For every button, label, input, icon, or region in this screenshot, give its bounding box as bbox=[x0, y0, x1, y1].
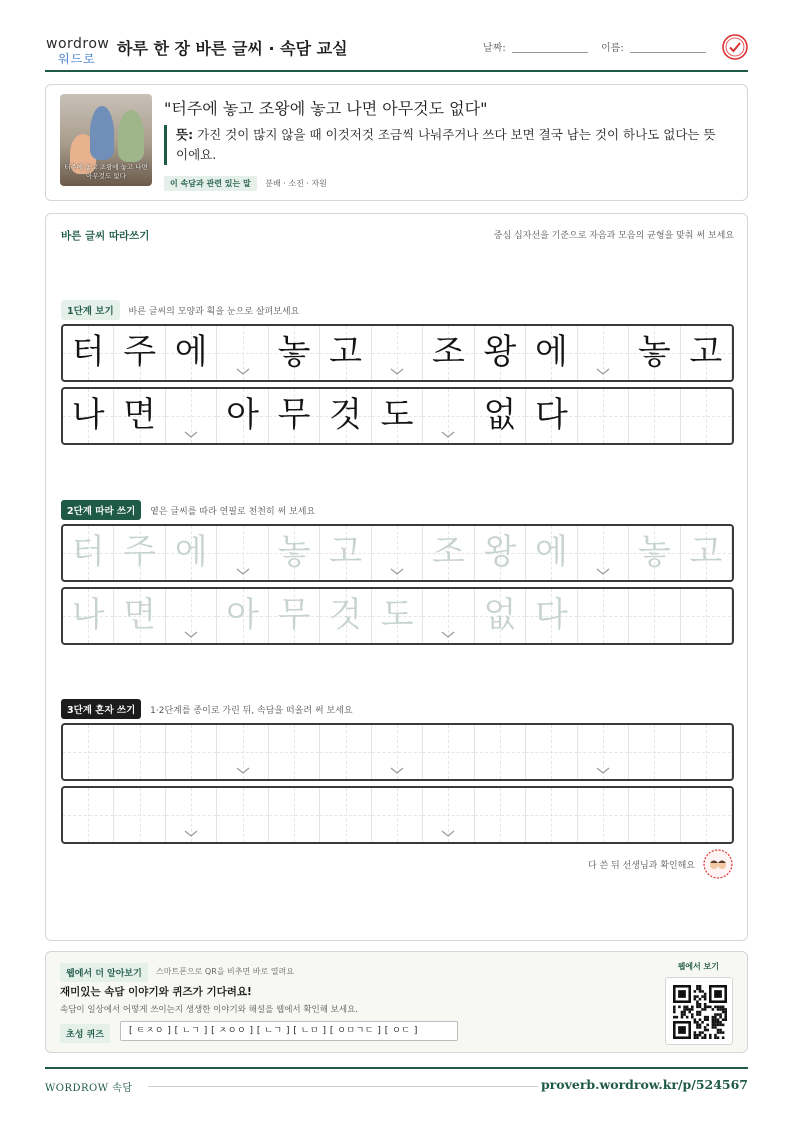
grid-cell[interactable] bbox=[114, 589, 165, 643]
grid-cell[interactable] bbox=[526, 589, 577, 643]
grid-cell[interactable] bbox=[475, 788, 526, 842]
grid-character: 나 bbox=[71, 595, 105, 635]
grid-cell bbox=[372, 326, 423, 380]
grid-character: 고 bbox=[329, 532, 362, 572]
grid-cell[interactable] bbox=[629, 788, 680, 842]
space-mark-icon bbox=[596, 767, 610, 775]
name-label: 이름: bbox=[601, 43, 624, 54]
stage3-row-1[interactable] bbox=[61, 723, 734, 781]
grid-cell bbox=[578, 326, 629, 380]
grid-character: 도 bbox=[380, 395, 414, 435]
grid-cell[interactable] bbox=[629, 725, 680, 779]
space-mark-icon bbox=[236, 368, 250, 376]
grid-cell bbox=[681, 389, 732, 443]
quiz-label: 초성 퀴즈 bbox=[60, 1024, 110, 1043]
practice-card bbox=[45, 213, 748, 941]
related-words bbox=[164, 176, 327, 191]
grid-cell bbox=[114, 389, 165, 443]
grid-cell[interactable] bbox=[629, 526, 680, 580]
qr-code[interactable] bbox=[665, 977, 733, 1045]
grid-cell[interactable] bbox=[320, 526, 371, 580]
proverb-card bbox=[45, 84, 748, 201]
grid-cell bbox=[423, 326, 474, 380]
grid-cell[interactable] bbox=[372, 725, 423, 779]
stage1-row-2 bbox=[61, 387, 734, 445]
grid-character: 나 bbox=[71, 395, 105, 435]
grid-character: 다 bbox=[534, 395, 568, 435]
stage1-desc: 바른 글씨의 모양과 획을 눈으로 살펴보세요 bbox=[128, 307, 300, 317]
grid-character: 주 bbox=[123, 332, 157, 372]
grid-cell[interactable] bbox=[63, 725, 114, 779]
grid-cell[interactable] bbox=[166, 526, 217, 580]
grid-cell[interactable] bbox=[475, 526, 526, 580]
stage1-row-1 bbox=[61, 324, 734, 382]
stage3-desc: 1·2단계를 종이로 가린 뒤, 속담을 떠올려 써 보세요 bbox=[150, 706, 353, 716]
proverb-meaning bbox=[164, 125, 724, 165]
grid-cell[interactable] bbox=[578, 589, 629, 643]
stage2-header bbox=[61, 500, 315, 520]
grid-cell bbox=[475, 326, 526, 380]
space-mark-icon bbox=[596, 368, 610, 376]
grid-character: 도 bbox=[380, 595, 414, 635]
space-mark-icon bbox=[184, 830, 198, 838]
grid-cell[interactable] bbox=[372, 526, 423, 580]
grid-character: 에 bbox=[174, 332, 208, 372]
grid-character: 무 bbox=[277, 595, 311, 635]
stage3-label: 3단계 혼자 쓰기 bbox=[61, 699, 141, 719]
proverb-title: "터주에 놓고 조왕에 놓고 나면 아무것도 없다" bbox=[164, 99, 488, 118]
stage2-row-1[interactable] bbox=[61, 524, 734, 582]
grid-cell bbox=[166, 389, 217, 443]
grid-cell[interactable] bbox=[166, 589, 217, 643]
grid-cell[interactable] bbox=[63, 526, 114, 580]
grid-cell[interactable] bbox=[63, 788, 114, 842]
grid-cell bbox=[578, 389, 629, 443]
grid-character: 조 bbox=[432, 332, 465, 372]
grid-cell[interactable] bbox=[166, 725, 217, 779]
grid-character: 고 bbox=[689, 332, 723, 372]
grid-cell[interactable] bbox=[423, 526, 474, 580]
grid-character: 고 bbox=[329, 332, 362, 372]
stage1-header bbox=[61, 300, 299, 320]
grid-character: 면 bbox=[123, 595, 157, 635]
space-mark-icon bbox=[236, 568, 250, 576]
grid-cell[interactable] bbox=[475, 725, 526, 779]
grid-cell[interactable] bbox=[578, 526, 629, 580]
grid-character: 터 bbox=[71, 332, 105, 372]
grid-cell[interactable] bbox=[681, 589, 732, 643]
stage3-row-2[interactable] bbox=[61, 786, 734, 844]
grid-cell bbox=[269, 326, 320, 380]
practice-title: 바른 글씨 따라쓰기 bbox=[61, 230, 150, 242]
web-qr-hint: 스마트폰으로 QR을 비추면 바로 열려요 bbox=[156, 967, 294, 976]
grid-cell bbox=[269, 389, 320, 443]
related-word-list: 분배 · 소진 · 자원 bbox=[265, 179, 327, 188]
grid-character: 조 bbox=[432, 532, 465, 572]
grid-cell[interactable] bbox=[320, 589, 371, 643]
grid-cell[interactable] bbox=[114, 526, 165, 580]
web-more-tag[interactable]: 웹에서 더 알아보기 bbox=[60, 963, 148, 982]
grid-cell[interactable] bbox=[526, 526, 577, 580]
grid-cell[interactable] bbox=[269, 725, 320, 779]
grid-character: 다 bbox=[534, 595, 568, 635]
grid-cell bbox=[526, 326, 577, 380]
grid-character: 에 bbox=[534, 332, 568, 372]
grid-cell[interactable] bbox=[526, 725, 577, 779]
grid-cell[interactable] bbox=[423, 589, 474, 643]
grid-cell bbox=[629, 326, 680, 380]
space-mark-icon bbox=[441, 431, 455, 439]
stage2-row-2[interactable] bbox=[61, 587, 734, 645]
grid-character: 없 bbox=[483, 395, 517, 435]
grid-character: 놓 bbox=[637, 332, 671, 372]
date-field[interactable] bbox=[512, 52, 588, 53]
check-stamp-icon bbox=[721, 33, 749, 61]
related-label: 이 속담과 관련 있는 말 bbox=[164, 176, 257, 191]
grid-character: 놓 bbox=[277, 332, 311, 372]
grid-cell bbox=[475, 389, 526, 443]
grid-cell[interactable] bbox=[578, 725, 629, 779]
grid-character: 왕 bbox=[483, 532, 517, 572]
grid-cell bbox=[166, 326, 217, 380]
grid-cell[interactable] bbox=[217, 725, 268, 779]
space-mark-icon bbox=[596, 568, 610, 576]
grid-cell[interactable] bbox=[681, 526, 732, 580]
meaning-text: 가진 것이 많지 않을 때 이것저것 조금씩 나눠주거나 쓰다 보면 결국 남는 것이 하나도 없다는 뜻이에요. bbox=[176, 127, 716, 162]
grid-character: 고 bbox=[689, 532, 723, 572]
space-mark-icon bbox=[390, 368, 404, 376]
stage2-label: 2단계 따라 쓰기 bbox=[61, 500, 141, 520]
qr-code-icon bbox=[673, 985, 727, 1039]
grid-cell[interactable] bbox=[114, 788, 165, 842]
grid-cell[interactable] bbox=[63, 589, 114, 643]
space-mark-icon bbox=[236, 767, 250, 775]
grid-cell[interactable] bbox=[217, 788, 268, 842]
grid-cell bbox=[217, 389, 268, 443]
grid-character: 터 bbox=[71, 532, 105, 572]
qr-label: 웹에서 보기 bbox=[677, 962, 719, 971]
grid-cell bbox=[526, 389, 577, 443]
grid-character: 무 bbox=[277, 395, 311, 435]
stage3-header bbox=[61, 699, 353, 719]
grid-cell[interactable] bbox=[578, 788, 629, 842]
web-headline: 재미있는 속담 이야기와 퀴즈가 기다려요! bbox=[60, 986, 252, 998]
grid-cell[interactable] bbox=[372, 589, 423, 643]
proverb-illustration bbox=[60, 94, 152, 186]
grid-cell[interactable] bbox=[166, 788, 217, 842]
grid-cell bbox=[629, 389, 680, 443]
stage2-desc: 옅은 글씨를 따라 연필로 천천히 써 보세요 bbox=[150, 507, 316, 517]
grid-cell bbox=[423, 389, 474, 443]
teacher-stamp-icon bbox=[702, 848, 734, 880]
grid-cell[interactable] bbox=[217, 589, 268, 643]
site-title: 하루 한 장 바른 글씨 · 속담 교실 bbox=[117, 39, 348, 58]
grid-cell bbox=[681, 326, 732, 380]
footer-url-link[interactable]: proverb.wordrow.kr/p/524567 bbox=[540, 1077, 748, 1092]
practice-hint: 중심 십자선을 기준으로 자음과 모음의 균형을 맞춰 써 보세요 bbox=[493, 231, 734, 241]
grid-character: 아 bbox=[226, 395, 260, 435]
web-info-card bbox=[45, 951, 748, 1053]
grid-character: 없 bbox=[483, 595, 517, 635]
grid-cell[interactable] bbox=[217, 526, 268, 580]
grid-cell[interactable] bbox=[269, 526, 320, 580]
grid-cell bbox=[320, 326, 371, 380]
grid-character: 놓 bbox=[637, 532, 671, 572]
grid-cell bbox=[63, 389, 114, 443]
grid-cell bbox=[217, 326, 268, 380]
web-description: 속담이 일상에서 어떻게 쓰이는지 생생한 이야기와 해설을 웹에서 확인해 보세요. bbox=[60, 1005, 358, 1015]
grid-cell[interactable] bbox=[423, 725, 474, 779]
grid-cell[interactable] bbox=[269, 788, 320, 842]
grid-cell bbox=[63, 326, 114, 380]
grid-cell[interactable] bbox=[269, 589, 320, 643]
grid-cell bbox=[372, 389, 423, 443]
footer-divider bbox=[148, 1086, 538, 1087]
grid-cell bbox=[320, 389, 371, 443]
grid-cell[interactable] bbox=[114, 725, 165, 779]
grid-character: 아 bbox=[226, 595, 260, 635]
grid-character: 주 bbox=[123, 532, 157, 572]
footer-brand: WORDROW 속담 bbox=[45, 1083, 133, 1094]
space-mark-icon bbox=[184, 631, 198, 639]
grid-character: 에 bbox=[534, 532, 568, 572]
logo-subtext: 워드로 bbox=[58, 52, 96, 66]
space-mark-icon bbox=[441, 830, 455, 838]
grid-character: 것 bbox=[329, 395, 362, 435]
grid-character: 왕 bbox=[483, 332, 517, 372]
grid-character: 면 bbox=[123, 395, 157, 435]
wordrow-logo[interactable] bbox=[46, 34, 110, 66]
grid-cell bbox=[114, 326, 165, 380]
stage1-label: 1단계 보기 bbox=[61, 300, 120, 320]
grid-cell[interactable] bbox=[629, 589, 680, 643]
page-header bbox=[45, 28, 748, 72]
illustration-caption: 터주에 놓고 조왕에 놓고 나면 아무것도 없다 bbox=[64, 163, 148, 180]
logo-text: wordrow bbox=[46, 36, 110, 52]
space-mark-icon bbox=[390, 767, 404, 775]
grid-cell[interactable] bbox=[681, 788, 732, 842]
meaning-label: 뜻: bbox=[176, 127, 194, 142]
grid-cell[interactable] bbox=[423, 788, 474, 842]
grid-character: 에 bbox=[174, 532, 208, 572]
teacher-check-note: 다 쓴 뒤 선생님과 확인해요 bbox=[587, 861, 695, 871]
grid-cell[interactable] bbox=[681, 725, 732, 779]
chosung-quiz: [ ㅌㅈㅇ ] [ ㄴㄱ ] [ ㅈㅇㅇ ] [ ㄴㄱ ] [ ㄴㅁ ] [ ㅇㅁㄱㄷ ] [ ㅇㄷ ] bbox=[120, 1021, 458, 1041]
grid-cell[interactable] bbox=[475, 589, 526, 643]
space-mark-icon bbox=[184, 431, 198, 439]
grid-character: 놓 bbox=[277, 532, 311, 572]
grid-cell[interactable] bbox=[320, 788, 371, 842]
date-label: 날짜: bbox=[483, 43, 506, 54]
space-mark-icon bbox=[390, 568, 404, 576]
grid-character: 것 bbox=[329, 595, 362, 635]
page-footer bbox=[45, 1067, 748, 1097]
name-field[interactable] bbox=[630, 52, 706, 53]
grid-cell[interactable] bbox=[526, 788, 577, 842]
grid-cell[interactable] bbox=[320, 725, 371, 779]
space-mark-icon bbox=[441, 631, 455, 639]
grid-cell[interactable] bbox=[372, 788, 423, 842]
